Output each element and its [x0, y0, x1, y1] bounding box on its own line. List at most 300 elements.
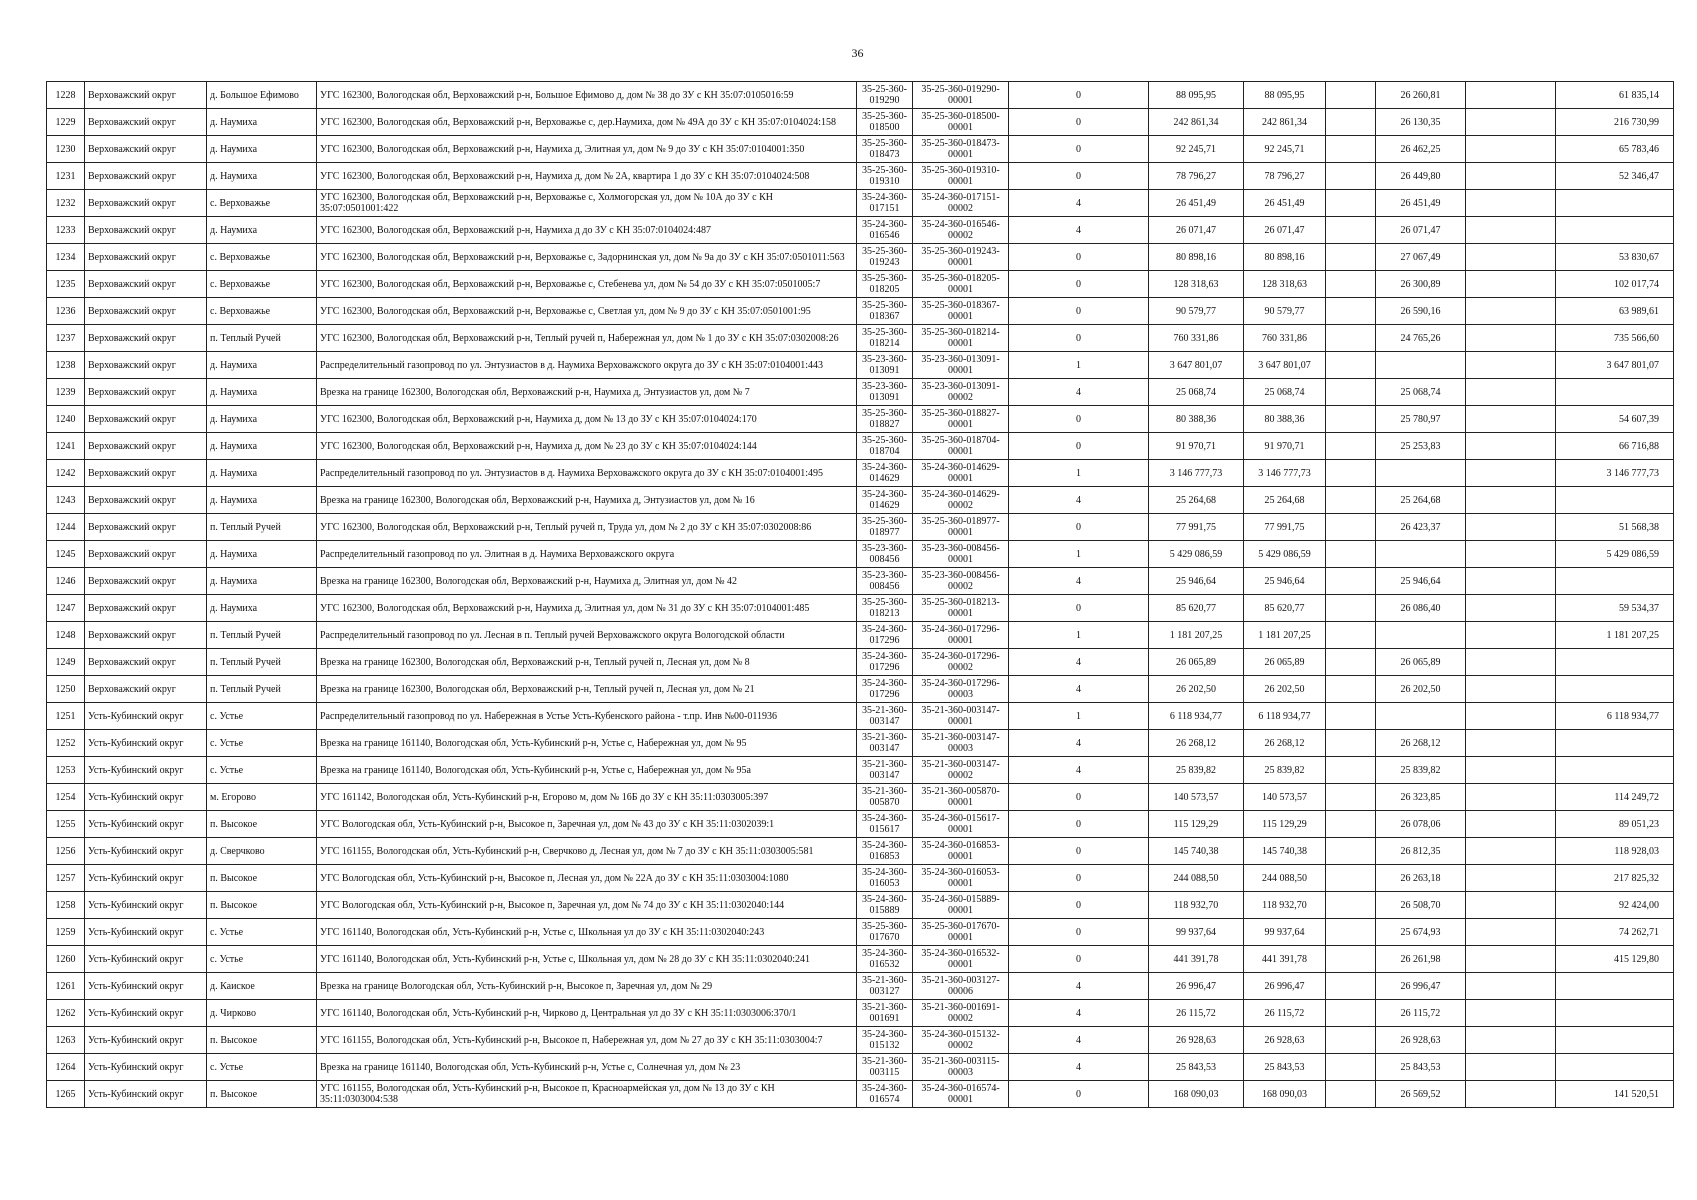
total-cost-cell: 26 268,12 — [1244, 730, 1326, 757]
total-cost-cell: 91 970,71 — [1244, 433, 1326, 460]
connection-cost-cell: 24 765,26 — [1376, 325, 1466, 352]
row-number: 1250 — [47, 676, 85, 703]
category-cell: 1 — [1009, 460, 1149, 487]
object-id-cell: 35-24-360-015132-00002 — [913, 1027, 1009, 1054]
connection-cost-cell: 26 569,52 — [1376, 1081, 1466, 1108]
table-row — [47, 865, 1674, 892]
empty-cell — [1326, 109, 1376, 136]
network-cost-cell — [1556, 1000, 1674, 1027]
network-cost-cell — [1556, 676, 1674, 703]
total-cost-cell: 77 991,75 — [1244, 514, 1326, 541]
district-cell: Верховажский округ — [85, 352, 207, 379]
network-cost-cell: 51 568,38 — [1556, 514, 1674, 541]
row-number: 1264 — [47, 1054, 85, 1081]
row-number: 1235 — [47, 271, 85, 298]
object-code-cell: 35-25-360-019243 — [857, 244, 913, 271]
network-cost-cell: 54 607,39 — [1556, 406, 1674, 433]
district-cell: Верховажский округ — [85, 271, 207, 298]
row-number: 1244 — [47, 514, 85, 541]
settlement-cell: д. Наумиха — [207, 163, 317, 190]
connection-cost-cell: 26 268,12 — [1376, 730, 1466, 757]
settlement-cell: м. Егорово — [207, 784, 317, 811]
table-row — [47, 973, 1674, 1000]
connection-cost-cell: 26 300,89 — [1376, 271, 1466, 298]
cost-cell: 78 796,27 — [1149, 163, 1244, 190]
network-cost-cell — [1556, 379, 1674, 406]
object-code-cell: 35-21-360-003147 — [857, 703, 913, 730]
row-number: 1253 — [47, 757, 85, 784]
settlement-cell: с. Устье — [207, 946, 317, 973]
cost-cell: 26 071,47 — [1149, 217, 1244, 244]
category-cell: 0 — [1009, 163, 1149, 190]
row-number: 1229 — [47, 109, 85, 136]
empty-cell — [1466, 919, 1556, 946]
total-cost-cell: 85 620,77 — [1244, 595, 1326, 622]
cost-cell: 244 088,50 — [1149, 865, 1244, 892]
settlement-cell: с. Верховажье — [207, 298, 317, 325]
settlement-cell: д. Наумиха — [207, 136, 317, 163]
empty-cell — [1466, 82, 1556, 109]
empty-cell — [1326, 811, 1376, 838]
total-cost-cell: 6 118 934,77 — [1244, 703, 1326, 730]
object-code-cell: 35-23-360-013091 — [857, 352, 913, 379]
empty-cell — [1466, 1000, 1556, 1027]
district-cell: Верховажский округ — [85, 487, 207, 514]
object-code-cell: 35-25-360-018367 — [857, 298, 913, 325]
connection-cost-cell: 25 674,93 — [1376, 919, 1466, 946]
row-number: 1248 — [47, 622, 85, 649]
object-code-cell: 35-24-360-017296 — [857, 676, 913, 703]
network-cost-cell: 3 146 777,73 — [1556, 460, 1674, 487]
object-description-cell: УГС 162300, Вологодская обл, Верховажский р-н, Наумиха д, дом № 23 до ЗУ с КН 35:07:0104024:144 — [317, 433, 857, 460]
category-cell: 0 — [1009, 244, 1149, 271]
settlement-cell: п. Теплый Ручей — [207, 622, 317, 649]
district-cell: Верховажский округ — [85, 568, 207, 595]
object-description-cell: УГС 162300, Вологодская обл, Верховажский р-н, Большое Ефимово д, дом № 38 до ЗУ с КН 35:07:0105016:59 — [317, 82, 857, 109]
district-cell: Усть-Кубинский округ — [85, 892, 207, 919]
object-description-cell: УГС Вологодская обл, Усть-Кубинский р-н, Высокое п, Заречная ул, дом № 43 до ЗУ с КН 35:11:0302039:1 — [317, 811, 857, 838]
empty-cell — [1466, 487, 1556, 514]
table-row — [47, 352, 1674, 379]
object-id-cell: 35-24-360-017151-00002 — [913, 190, 1009, 217]
object-description-cell: УГС Вологодская обл, Усть-Кубинский р-н, Высокое п, Лесная ул, дом № 22А до ЗУ с КН 35:11:0303004:1080 — [317, 865, 857, 892]
settlement-cell: с. Устье — [207, 703, 317, 730]
table-row — [47, 406, 1674, 433]
district-cell: Верховажский округ — [85, 325, 207, 352]
connection-cost-cell: 26 202,50 — [1376, 676, 1466, 703]
district-cell: Усть-Кубинский округ — [85, 1081, 207, 1108]
empty-cell — [1326, 676, 1376, 703]
object-id-cell: 35-21-360-003147-00003 — [913, 730, 1009, 757]
network-cost-cell — [1556, 568, 1674, 595]
object-code-cell: 35-25-360-017670 — [857, 919, 913, 946]
row-number: 1252 — [47, 730, 85, 757]
table-row — [47, 946, 1674, 973]
empty-cell — [1466, 379, 1556, 406]
row-number: 1232 — [47, 190, 85, 217]
settlement-cell: д. Наумиха — [207, 217, 317, 244]
empty-cell — [1466, 730, 1556, 757]
cost-cell: 25 264,68 — [1149, 487, 1244, 514]
object-code-cell: 35-24-360-014629 — [857, 460, 913, 487]
network-cost-cell: 6 118 934,77 — [1556, 703, 1674, 730]
row-number: 1228 — [47, 82, 85, 109]
cost-cell: 25 946,64 — [1149, 568, 1244, 595]
object-id-cell: 35-21-360-003115-00003 — [913, 1054, 1009, 1081]
network-cost-cell: 102 017,74 — [1556, 271, 1674, 298]
settlement-cell: с. Устье — [207, 1054, 317, 1081]
district-cell: Верховажский округ — [85, 460, 207, 487]
row-number: 1251 — [47, 703, 85, 730]
district-cell: Усть-Кубинский округ — [85, 946, 207, 973]
object-id-cell: 35-25-360-018214-00001 — [913, 325, 1009, 352]
total-cost-cell: 25 946,64 — [1244, 568, 1326, 595]
district-cell: Верховажский округ — [85, 514, 207, 541]
category-cell: 0 — [1009, 1081, 1149, 1108]
empty-cell — [1466, 703, 1556, 730]
cost-cell: 25 843,53 — [1149, 1054, 1244, 1081]
district-cell: Верховажский округ — [85, 379, 207, 406]
object-id-cell: 35-24-360-017296-00003 — [913, 676, 1009, 703]
empty-cell — [1466, 190, 1556, 217]
category-cell: 0 — [1009, 406, 1149, 433]
connection-cost-cell: 27 067,49 — [1376, 244, 1466, 271]
cost-cell: 145 740,38 — [1149, 838, 1244, 865]
empty-cell — [1326, 946, 1376, 973]
cost-cell: 25 068,74 — [1149, 379, 1244, 406]
object-code-cell: 35-25-360-018214 — [857, 325, 913, 352]
object-code-cell: 35-25-360-018213 — [857, 595, 913, 622]
empty-cell — [1466, 838, 1556, 865]
connection-cost-cell — [1376, 622, 1466, 649]
object-code-cell: 35-24-360-016574 — [857, 1081, 913, 1108]
connection-cost-cell: 25 843,53 — [1376, 1054, 1466, 1081]
network-cost-cell: 74 262,71 — [1556, 919, 1674, 946]
empty-cell — [1326, 1000, 1376, 1027]
table-row — [47, 541, 1674, 568]
settlement-cell: д. Наумиха — [207, 541, 317, 568]
table-row — [47, 325, 1674, 352]
object-description-cell: УГС 161140, Вологодская обл, Усть-Кубинский р-н, Устье с, Школьная ул до ЗУ с КН 35:11:0302040:243 — [317, 919, 857, 946]
table-row — [47, 919, 1674, 946]
empty-cell — [1466, 271, 1556, 298]
row-number: 1262 — [47, 1000, 85, 1027]
object-description-cell: Врезка на границе 161140, Вологодская обл, Усть-Кубинский р-н, Устье с, Набережная ул, дом № 95а — [317, 757, 857, 784]
cost-cell: 80 898,16 — [1149, 244, 1244, 271]
settlement-cell: д. Наумиха — [207, 109, 317, 136]
network-cost-cell: 735 566,60 — [1556, 325, 1674, 352]
object-code-cell: 35-25-360-018977 — [857, 514, 913, 541]
total-cost-cell: 26 202,50 — [1244, 676, 1326, 703]
object-code-cell: 35-21-360-001691 — [857, 1000, 913, 1027]
object-description-cell: УГС 162300, Вологодская обл, Верховажский р-н, Теплый ручей п, Труда ул, дом № 2 до ЗУ с КН 35:07:0302008:86 — [317, 514, 857, 541]
total-cost-cell: 26 928,63 — [1244, 1027, 1326, 1054]
connection-cost-cell: 26 423,37 — [1376, 514, 1466, 541]
object-description-cell: Врезка на границе 162300, Вологодская обл, Верховажский р-н, Наумиха д, Энтузиастов ул, дом № 7 — [317, 379, 857, 406]
network-cost-cell — [1556, 1054, 1674, 1081]
object-description-cell: Врезка на границе 162300, Вологодская обл, Верховажский р-н, Наумиха д, Элитная ул, дом № 42 — [317, 568, 857, 595]
settlement-cell: с. Устье — [207, 757, 317, 784]
total-cost-cell: 441 391,78 — [1244, 946, 1326, 973]
row-number: 1255 — [47, 811, 85, 838]
table-row — [47, 271, 1674, 298]
row-number: 1246 — [47, 568, 85, 595]
network-cost-cell: 217 825,32 — [1556, 865, 1674, 892]
cost-cell: 5 429 086,59 — [1149, 541, 1244, 568]
settlement-cell: д. Наумиха — [207, 352, 317, 379]
settlement-cell: п. Высокое — [207, 892, 317, 919]
object-code-cell: 35-24-360-014629 — [857, 487, 913, 514]
total-cost-cell: 99 937,64 — [1244, 919, 1326, 946]
object-id-cell: 35-24-360-017296-00002 — [913, 649, 1009, 676]
empty-cell — [1466, 352, 1556, 379]
network-cost-cell: 114 249,72 — [1556, 784, 1674, 811]
network-cost-cell — [1556, 757, 1674, 784]
row-number: 1260 — [47, 946, 85, 973]
empty-cell — [1466, 433, 1556, 460]
row-number: 1230 — [47, 136, 85, 163]
object-id-cell: 35-24-360-016053-00001 — [913, 865, 1009, 892]
connection-cost-cell: 25 839,82 — [1376, 757, 1466, 784]
empty-cell — [1326, 352, 1376, 379]
network-cost-cell: 216 730,99 — [1556, 109, 1674, 136]
table-row — [47, 298, 1674, 325]
connection-cost-cell: 26 451,49 — [1376, 190, 1466, 217]
object-id-cell: 35-24-360-016532-00001 — [913, 946, 1009, 973]
empty-cell — [1326, 865, 1376, 892]
category-cell: 0 — [1009, 325, 1149, 352]
cost-cell: 168 090,03 — [1149, 1081, 1244, 1108]
network-cost-cell — [1556, 730, 1674, 757]
category-cell: 4 — [1009, 649, 1149, 676]
category-cell: 0 — [1009, 811, 1149, 838]
empty-cell — [1466, 460, 1556, 487]
settlement-cell: д. Каиское — [207, 973, 317, 1000]
network-cost-cell: 3 647 801,07 — [1556, 352, 1674, 379]
object-description-cell: УГС 161155, Вологодская обл, Усть-Кубинский р-н, Высокое п, Красноармейская ул, дом № 13 до ЗУ с КН 35:11:0303004:538 — [317, 1081, 857, 1108]
empty-cell — [1326, 622, 1376, 649]
object-code-cell: 35-25-360-018704 — [857, 433, 913, 460]
row-number: 1263 — [47, 1027, 85, 1054]
network-cost-cell: 53 830,67 — [1556, 244, 1674, 271]
network-cost-cell — [1556, 217, 1674, 244]
district-cell: Верховажский округ — [85, 298, 207, 325]
settlement-cell: с. Устье — [207, 730, 317, 757]
table-row — [47, 136, 1674, 163]
cost-cell: 1 181 207,25 — [1149, 622, 1244, 649]
table-row — [47, 433, 1674, 460]
table-row — [47, 109, 1674, 136]
object-code-cell: 35-21-360-003147 — [857, 757, 913, 784]
object-code-cell: 35-24-360-016053 — [857, 865, 913, 892]
object-id-cell: 35-25-360-018205-00001 — [913, 271, 1009, 298]
object-id-cell: 35-23-360-013091-00002 — [913, 379, 1009, 406]
row-number: 1245 — [47, 541, 85, 568]
object-description-cell: УГС 161155, Вологодская обл, Усть-Кубинский р-н, Высокое п, Набережная ул, дом № 27 до ЗУ с КН 35:11:0303004:7 — [317, 1027, 857, 1054]
empty-cell — [1466, 784, 1556, 811]
network-cost-cell: 1 181 207,25 — [1556, 622, 1674, 649]
empty-cell — [1326, 82, 1376, 109]
settlement-cell: с. Верховажье — [207, 271, 317, 298]
table-row — [47, 730, 1674, 757]
empty-cell — [1466, 595, 1556, 622]
total-cost-cell: 92 245,71 — [1244, 136, 1326, 163]
category-cell: 0 — [1009, 838, 1149, 865]
settlement-cell: п. Теплый Ручей — [207, 325, 317, 352]
empty-cell — [1326, 757, 1376, 784]
table-row — [47, 757, 1674, 784]
district-cell: Верховажский округ — [85, 433, 207, 460]
cost-cell: 118 932,70 — [1149, 892, 1244, 919]
row-number: 1247 — [47, 595, 85, 622]
empty-cell — [1466, 568, 1556, 595]
object-id-cell: 35-21-360-003147-00001 — [913, 703, 1009, 730]
total-cost-cell: 80 898,16 — [1244, 244, 1326, 271]
object-code-cell: 35-24-360-015889 — [857, 892, 913, 919]
row-number: 1254 — [47, 784, 85, 811]
empty-cell — [1326, 298, 1376, 325]
cost-cell: 26 451,49 — [1149, 190, 1244, 217]
settlement-cell: п. Высокое — [207, 1027, 317, 1054]
category-cell: 4 — [1009, 676, 1149, 703]
empty-cell — [1326, 541, 1376, 568]
register-table — [46, 81, 1674, 1108]
category-cell: 1 — [1009, 352, 1149, 379]
category-cell: 4 — [1009, 487, 1149, 514]
network-cost-cell: 63 989,61 — [1556, 298, 1674, 325]
table-row — [47, 595, 1674, 622]
settlement-cell: с. Устье — [207, 919, 317, 946]
object-id-cell: 35-21-360-003127-00006 — [913, 973, 1009, 1000]
category-cell: 4 — [1009, 757, 1149, 784]
network-cost-cell: 415 129,80 — [1556, 946, 1674, 973]
settlement-cell: д. Большое Ефимово — [207, 82, 317, 109]
empty-cell — [1466, 865, 1556, 892]
cost-cell: 77 991,75 — [1149, 514, 1244, 541]
object-description-cell: УГС 162300, Вологодская обл, Верховажский р-н, Наумиха д до ЗУ с КН 35:07:0104024:487 — [317, 217, 857, 244]
settlement-cell: п. Теплый Ручей — [207, 514, 317, 541]
total-cost-cell: 80 388,36 — [1244, 406, 1326, 433]
object-description-cell: Врезка на границе 162300, Вологодская обл, Верховажский р-н, Теплый ручей п, Лесная ул, дом № 21 — [317, 676, 857, 703]
object-description-cell: Распределительный газопровод по ул. Энтузиастов в д. Наумиха Верховажского округа до ЗУ с КН 35:07:0104001:495 — [317, 460, 857, 487]
empty-cell — [1466, 676, 1556, 703]
empty-cell — [1326, 919, 1376, 946]
object-id-cell: 35-24-360-016574-00001 — [913, 1081, 1009, 1108]
cost-cell: 91 970,71 — [1149, 433, 1244, 460]
object-id-cell: 35-23-360-008456-00002 — [913, 568, 1009, 595]
empty-cell — [1326, 1081, 1376, 1108]
settlement-cell: д. Наумиха — [207, 487, 317, 514]
connection-cost-cell: 26 260,81 — [1376, 82, 1466, 109]
object-id-cell: 35-25-360-017670-00001 — [913, 919, 1009, 946]
category-cell: 0 — [1009, 433, 1149, 460]
district-cell: Верховажский округ — [85, 82, 207, 109]
object-description-cell: УГС Вологодская обл, Усть-Кубинский р-н, Высокое п, Заречная ул, дом № 74 до ЗУ с КН 35:11:0302040:144 — [317, 892, 857, 919]
district-cell: Усть-Кубинский округ — [85, 865, 207, 892]
cost-cell: 99 937,64 — [1149, 919, 1244, 946]
district-cell: Усть-Кубинский округ — [85, 973, 207, 1000]
empty-cell — [1466, 1054, 1556, 1081]
cost-cell: 128 318,63 — [1149, 271, 1244, 298]
object-code-cell: 35-21-360-005870 — [857, 784, 913, 811]
settlement-cell: д. Чирково — [207, 1000, 317, 1027]
object-description-cell: УГС 162300, Вологодская обл, Верховажский р-н, Наумиха д, дом № 2А, квартира 1 до ЗУ с КН 35:07:0104024:508 — [317, 163, 857, 190]
connection-cost-cell: 26 263,18 — [1376, 865, 1466, 892]
row-number: 1249 — [47, 649, 85, 676]
object-code-cell: 35-23-360-008456 — [857, 541, 913, 568]
district-cell: Верховажский округ — [85, 406, 207, 433]
total-cost-cell: 26 996,47 — [1244, 973, 1326, 1000]
settlement-cell: д. Сверчково — [207, 838, 317, 865]
connection-cost-cell: 25 264,68 — [1376, 487, 1466, 514]
object-description-cell: Распределительный газопровод по ул. Набережная в Устье Усть-Кубенского района - т.пр. Инв №00-011936 — [317, 703, 857, 730]
empty-cell — [1326, 784, 1376, 811]
district-cell: Верховажский округ — [85, 109, 207, 136]
cost-cell: 760 331,86 — [1149, 325, 1244, 352]
object-id-cell: 35-25-360-018473-00001 — [913, 136, 1009, 163]
object-description-cell: УГС 162300, Вологодская обл, Верховажский р-н, Верховажье с, Стебенева ул, дом № 54 до ЗУ с КН 35:07:0501005:7 — [317, 271, 857, 298]
connection-cost-cell: 26 071,47 — [1376, 217, 1466, 244]
cost-cell: 26 928,63 — [1149, 1027, 1244, 1054]
category-cell: 4 — [1009, 1000, 1149, 1027]
table-row — [47, 649, 1674, 676]
network-cost-cell — [1556, 649, 1674, 676]
total-cost-cell: 118 932,70 — [1244, 892, 1326, 919]
object-code-cell: 35-21-360-003115 — [857, 1054, 913, 1081]
row-number: 1243 — [47, 487, 85, 514]
empty-cell — [1326, 325, 1376, 352]
object-description-cell: УГС 161140, Вологодская обл, Усть-Кубинский р-н, Чирково д, Центральная ул до ЗУ с КН 35:11:0303006:370/1 — [317, 1000, 857, 1027]
cost-cell: 26 268,12 — [1149, 730, 1244, 757]
row-number: 1240 — [47, 406, 85, 433]
table-row — [47, 217, 1674, 244]
district-cell: Усть-Кубинский округ — [85, 757, 207, 784]
object-code-cell: 35-24-360-016532 — [857, 946, 913, 973]
category-cell: 0 — [1009, 514, 1149, 541]
total-cost-cell: 25 839,82 — [1244, 757, 1326, 784]
total-cost-cell: 3 647 801,07 — [1244, 352, 1326, 379]
object-id-cell: 35-25-360-018704-00001 — [913, 433, 1009, 460]
empty-cell — [1466, 541, 1556, 568]
empty-cell — [1326, 649, 1376, 676]
network-cost-cell: 92 424,00 — [1556, 892, 1674, 919]
table-row — [47, 568, 1674, 595]
settlement-cell: д. Наумиха — [207, 568, 317, 595]
object-id-cell: 35-25-360-018213-00001 — [913, 595, 1009, 622]
row-number: 1237 — [47, 325, 85, 352]
total-cost-cell: 242 861,34 — [1244, 109, 1326, 136]
category-cell: 0 — [1009, 109, 1149, 136]
cost-cell: 115 129,29 — [1149, 811, 1244, 838]
object-id-cell: 35-21-360-005870-00001 — [913, 784, 1009, 811]
empty-cell — [1466, 325, 1556, 352]
connection-cost-cell — [1376, 541, 1466, 568]
empty-cell — [1466, 622, 1556, 649]
table-row — [47, 244, 1674, 271]
object-id-cell: 35-25-360-019310-00001 — [913, 163, 1009, 190]
connection-cost-cell: 25 946,64 — [1376, 568, 1466, 595]
district-cell: Верховажский округ — [85, 244, 207, 271]
connection-cost-cell — [1376, 703, 1466, 730]
row-number: 1256 — [47, 838, 85, 865]
empty-cell — [1326, 1027, 1376, 1054]
district-cell: Верховажский округ — [85, 676, 207, 703]
cost-cell: 3 146 777,73 — [1149, 460, 1244, 487]
connection-cost-cell: 26 462,25 — [1376, 136, 1466, 163]
category-cell: 0 — [1009, 595, 1149, 622]
total-cost-cell: 26 115,72 — [1244, 1000, 1326, 1027]
object-code-cell: 35-23-360-013091 — [857, 379, 913, 406]
